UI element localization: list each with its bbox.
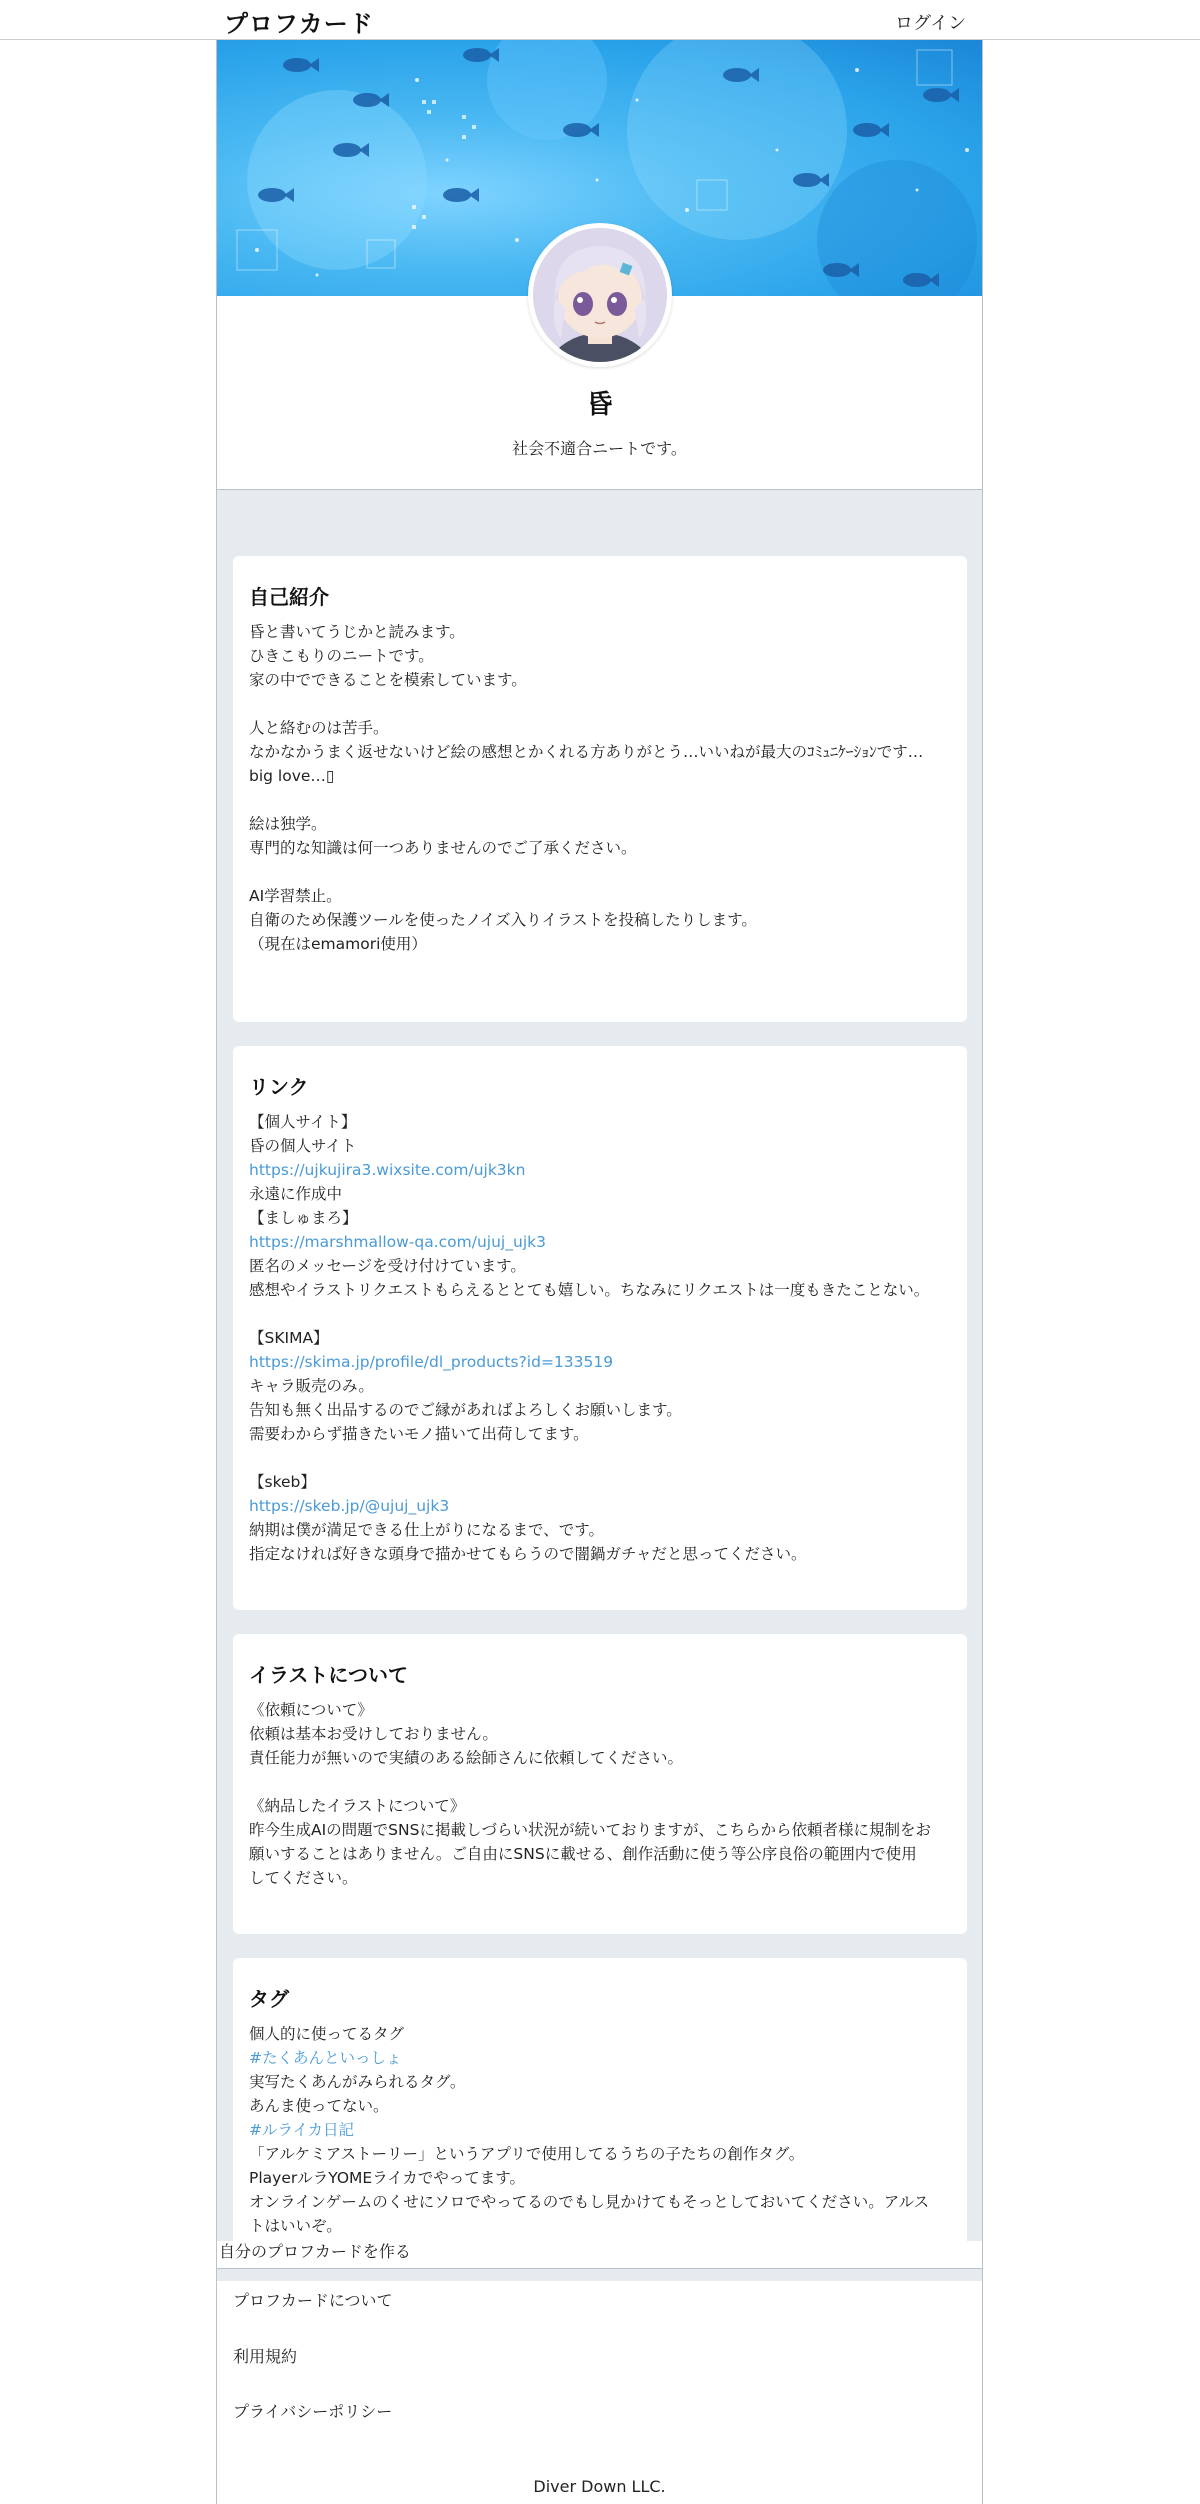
section-text-line: 専門的な知識は何一つありませんのでご了承ください。	[249, 839, 637, 857]
login-link[interactable]: ログイン	[895, 13, 967, 34]
section-text-line: 家の中でできることを模索しています。	[249, 671, 527, 689]
section-text-line: 匿名のメッセージを受け付けています。	[249, 1257, 526, 1275]
profile-frame	[216, 40, 983, 2504]
make-profile-card-link[interactable]: 自分のプロフカードを作る	[217, 2241, 982, 2269]
section-text-line: なかなかうまく返せないけど絵の感想とかくれる方ありがとう…いいねが最大のｺﾐｭﾆｹｰｼｮﾝです…	[249, 743, 924, 761]
section-title: リンク	[249, 1075, 309, 1099]
section-text-line: 【SKIMA】	[249, 1329, 329, 1347]
section-text-line: 昏と書いてうじかと読みます。	[249, 623, 465, 641]
section-text-line: 指定なければ好きな頭身で描かせてもらうので闇鍋ガチャだと思ってください。	[249, 1545, 807, 1563]
section-text-line: 願いすることはありません。ご自由にSNSに載せる、創作活動に使う等公序良俗の範囲内で使用	[249, 1845, 917, 1863]
profile-name: 昏	[586, 390, 613, 420]
section-text-line: PlayerルラYOMEライカでやってます。	[249, 2169, 526, 2187]
section-text-line	[249, 692, 951, 716]
section-text-line: big love…▯	[249, 767, 335, 785]
section-title: 自己紹介	[249, 585, 329, 609]
top-bar	[0, 0, 1200, 40]
section-text-line: （現在はemamori使用）	[249, 935, 427, 953]
section-link[interactable]: https://ujkujira3.wixsite.com/ujk3kn	[249, 1161, 526, 1179]
section-text-line: 需要わからず描きたいモノ描いて出荷してます。	[249, 1425, 589, 1443]
section-text-line: キャラ販売のみ。	[249, 1377, 374, 1395]
section-text-line: オンラインゲームのくせにソロでやってるのでもし見かけてもそっとしておいてください。アルス	[249, 2193, 930, 2211]
section-text-line: 「アルケミアストーリー」というアプリで使用してるうちの子たちの創作タグ。	[249, 2145, 805, 2163]
section-link[interactable]: https://marshmallow-qa.com/ujuj_ujk3	[249, 1233, 546, 1251]
section-text-line: 【skeb】	[249, 1473, 316, 1491]
section-text-line: 個人的に使ってるタグ	[249, 2025, 405, 2043]
section-card-tags	[233, 1958, 967, 2258]
section-text-line: 絵は独学。	[249, 815, 327, 833]
section-card-illustration	[233, 1634, 967, 1934]
brand-logo[interactable]: プロフカード	[224, 10, 374, 38]
section-text-line: 依頼は基本お受けしておりません。	[249, 1725, 498, 1743]
section-text-line: AI学習禁止。	[249, 887, 342, 905]
section-text-line: 告知も無く出品するのでご縁があればよろしくお願いします。	[249, 1401, 682, 1419]
footer-link-privacy[interactable]: プライバシーポリシー	[233, 2402, 393, 2421]
section-text-line	[249, 1770, 951, 1794]
footer-link-terms[interactable]: 利用規約	[233, 2347, 298, 2366]
section-text-line	[249, 788, 951, 812]
section-text-line: トはいいぞ。	[249, 2217, 342, 2235]
section-body	[249, 1110, 951, 1566]
section-text-line: ひきこもりのニートです。	[249, 647, 434, 665]
section-text-line: 自衛のため保護ツールを使ったノイズ入りイラストを投稿したりします。	[249, 911, 757, 929]
profile-tagline: 社会不適合ニートです。	[512, 439, 687, 458]
company-name: Diver Down LLC.	[533, 2477, 666, 2496]
section-link[interactable]: https://skeb.jp/@ujuj_ujk3	[249, 1497, 450, 1515]
section-text-line	[249, 1446, 951, 1470]
section-title: イラストについて	[249, 1663, 408, 1687]
section-text-line	[249, 860, 951, 884]
section-text-line: 《依頼について》	[249, 1701, 373, 1719]
section-title: タグ	[249, 1987, 289, 2011]
section-text-line: 納期は僕が満足できる仕上がりになるまで、です。	[249, 1521, 604, 1539]
section-card-links	[233, 1046, 967, 1610]
section-text-line: 昏の個人サイト	[249, 1137, 357, 1155]
section-link[interactable]: #ルライカ日記	[249, 2121, 355, 2139]
section-text-line: 【個人サイト】	[249, 1113, 357, 1131]
section-text-line: 人と絡むのは苦手。	[249, 719, 389, 737]
section-text-line: 《納品したイラストについて》	[249, 1797, 466, 1815]
section-link[interactable]: https://skima.jp/profile/dl_products?id=133519	[249, 1353, 614, 1371]
section-text-line: 責任能力が無いので実績のある絵師さんに依頼してください。	[249, 1749, 684, 1767]
section-text-line: あんま使ってない。	[249, 2097, 389, 2115]
section-text-line: してください。	[249, 1869, 358, 1887]
section-text-line: 永遠に作成中	[249, 1185, 343, 1203]
profile-avatar	[528, 223, 672, 367]
section-text-line: 実写たくあんがみられるタグ。	[249, 2073, 466, 2091]
section-text-line	[249, 1302, 951, 1326]
section-card-introduction	[233, 556, 967, 1022]
section-text-line: 感想やイラストリクエストもらえるととても嬉しい。ちなみにリクエストは一度もきたことない。	[249, 1281, 930, 1299]
section-text-line: 昨今生成AIの問題でSNSに掲載しづらい状況が続いておりますが、こちらから依頼者様に規制をお	[249, 1821, 931, 1839]
profile-content-area	[217, 489, 982, 2281]
section-body	[249, 620, 951, 956]
section-body	[249, 1698, 951, 1890]
footer-link-about[interactable]: プロフカードについて	[233, 2291, 393, 2310]
section-text-line: 【ましゅまろ】	[249, 1209, 358, 1227]
section-body	[249, 2022, 951, 2238]
section-link[interactable]: #たくあんといっしょ	[249, 2049, 402, 2067]
